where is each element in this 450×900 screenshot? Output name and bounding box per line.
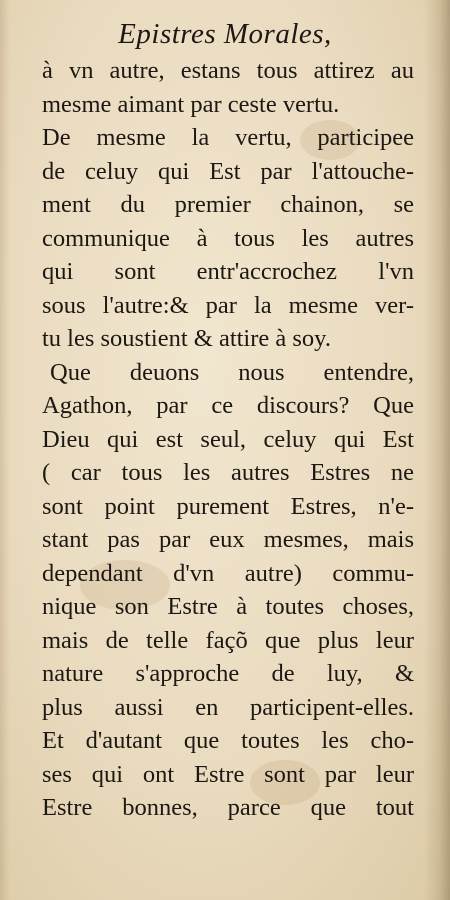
text-line: mais de telle façõ que plus leur: [42, 626, 414, 654]
text-line: ses qui ont Estre sont par leur: [42, 760, 414, 788]
page-left-edge-shadow: [0, 0, 10, 900]
text-line: Dieu qui est seul, celuy qui Est: [42, 425, 414, 453]
page-gutter-shadow: [424, 0, 450, 900]
text-line: dependant d'vn autre) commu-: [42, 559, 414, 587]
text-line: Agathon, par ce discours? Que: [42, 392, 414, 419]
running-head: Epistres Morales,: [118, 18, 332, 50]
text-line: nature s'approche de luy, &: [42, 660, 414, 687]
text-line: Et d'autant que toutes les cho-: [42, 727, 414, 754]
text-line: stant pas par eux mesmes, mais: [42, 526, 414, 553]
text-line: mesme aimant par ceste vertu.: [42, 90, 340, 118]
text-line: De mesme la vertu, participee: [42, 124, 414, 151]
text-line: Estre bonnes, parce que tout: [42, 794, 414, 821]
text-line: sous l'autre:& par la mesme ver-: [42, 291, 414, 319]
text-line: communique à tous les autres: [42, 224, 414, 252]
text-line: ment du premier chainon, se: [42, 191, 414, 218]
text-line: à vn autre, estans tous attirez au: [42, 57, 414, 84]
body-text: [42, 54, 414, 825]
text-line: de celuy qui Est par l'attouche-: [42, 157, 414, 185]
text-line: nique son Estre à toutes choses,: [42, 593, 414, 620]
text-line: sont point purement Estres, n'e-: [42, 492, 414, 520]
text-line: Que deuons nous entendre,: [50, 358, 414, 386]
text-line: tu les soustient & attire à soy.: [42, 325, 331, 352]
text-line: qui sont entr'accrochez l'vn: [42, 258, 414, 285]
text-line: plus aussi en participent-elles.: [42, 693, 414, 721]
text-line: ( car tous les autres Estres ne: [42, 459, 414, 486]
